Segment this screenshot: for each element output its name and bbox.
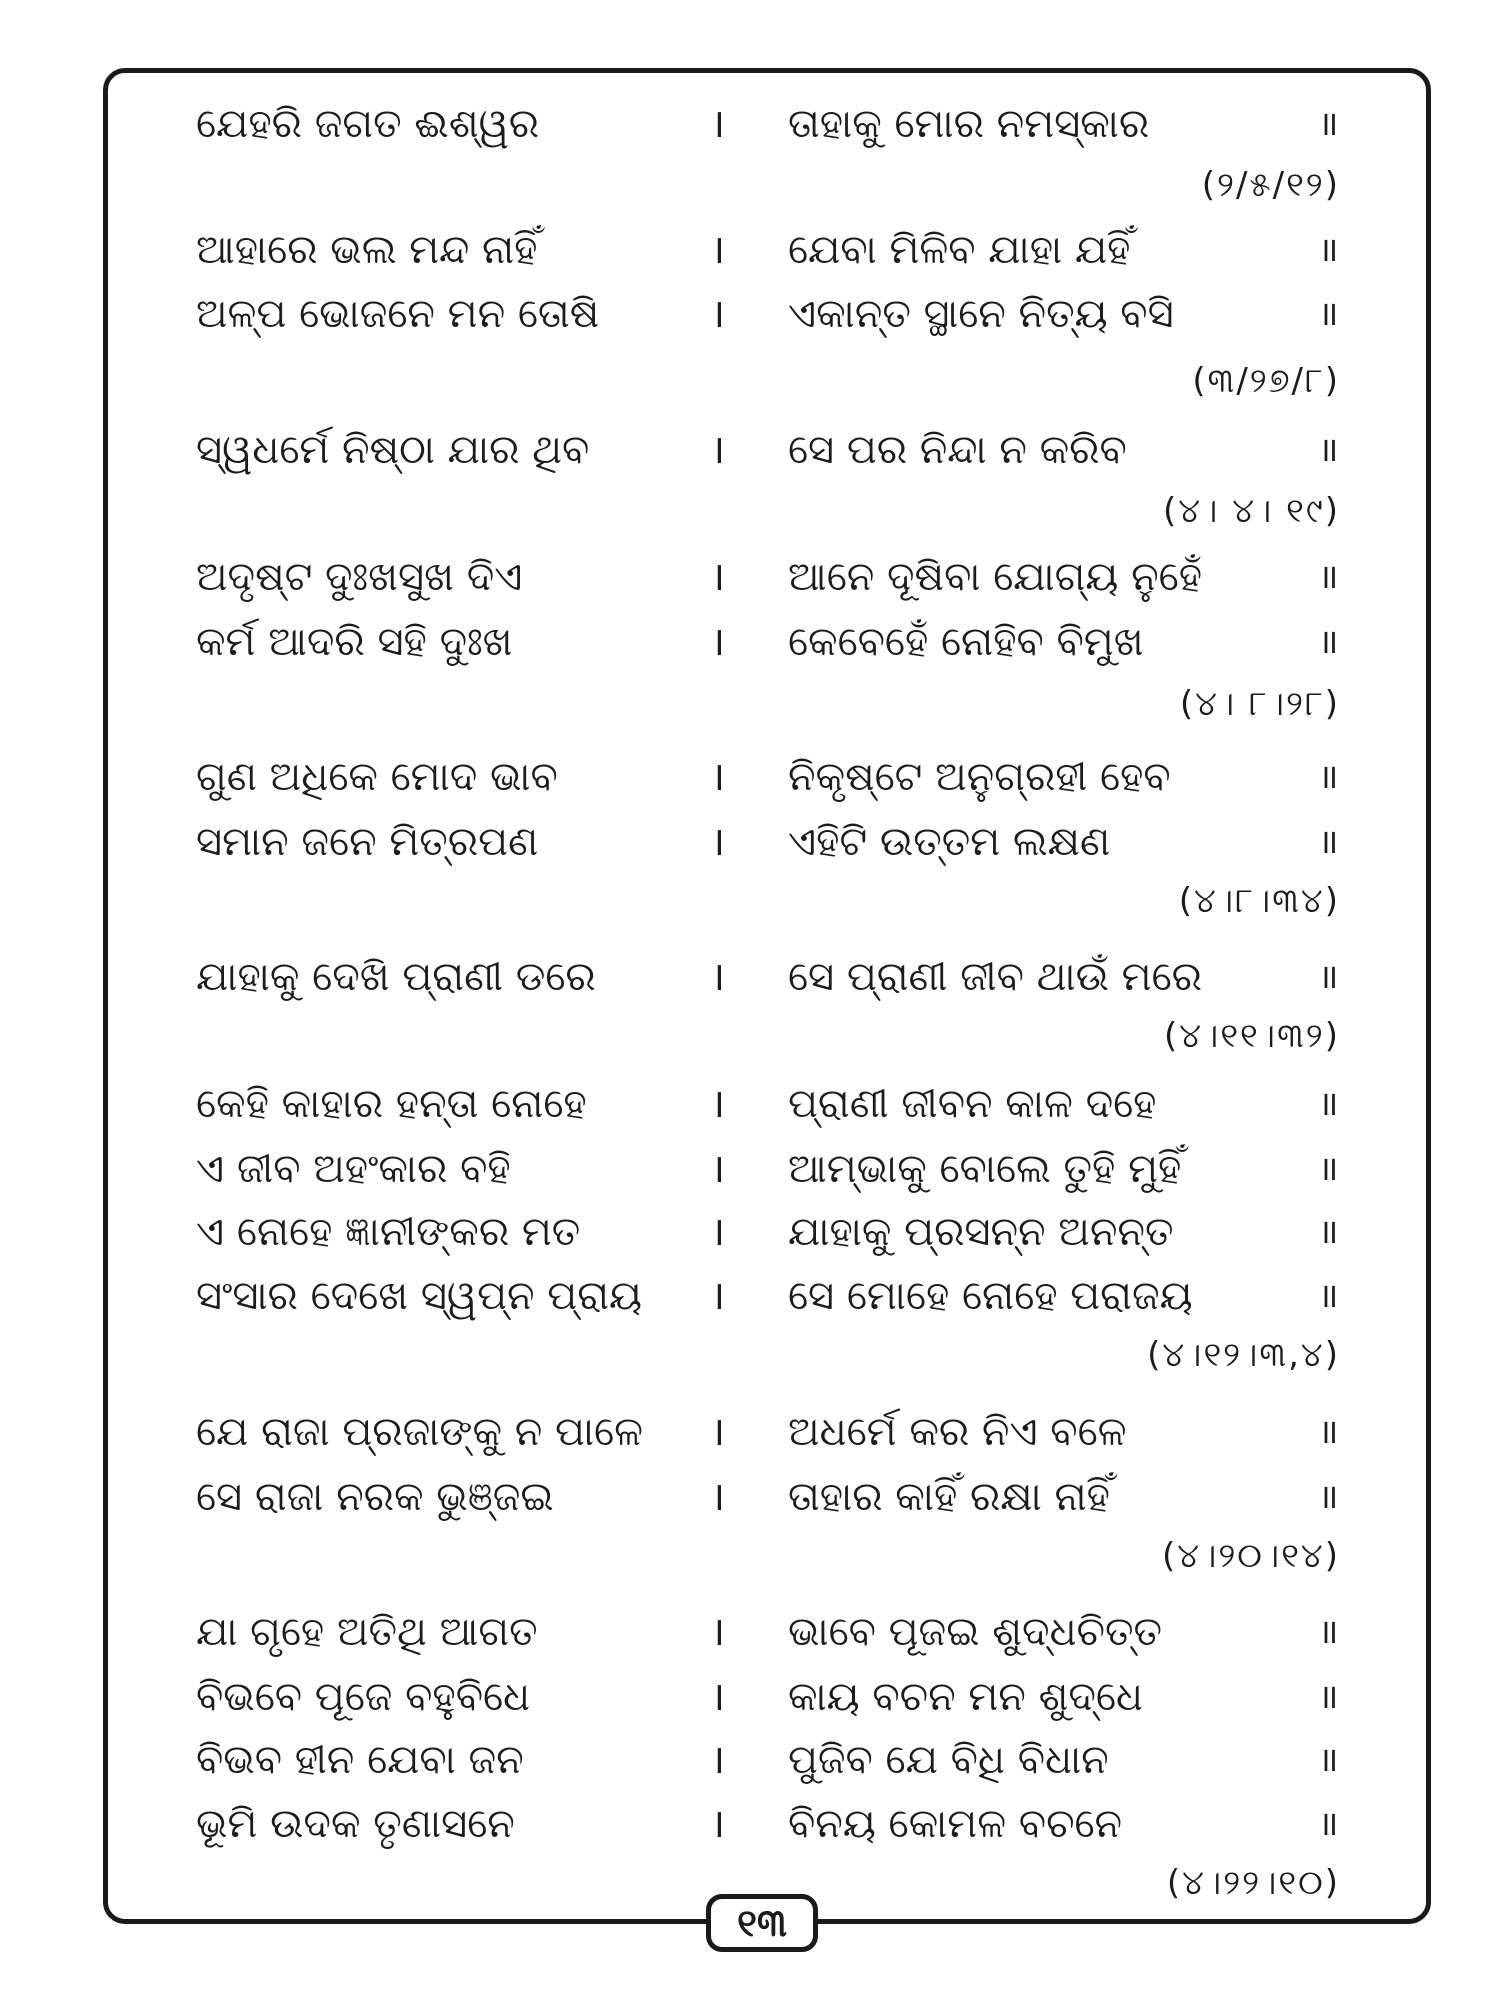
verse-end-mark: ॥: [1318, 104, 1339, 144]
verse-end-mark: ॥: [1318, 230, 1339, 270]
verse-second-half: ଭାବେ ପୂଜଇ ଶୁଦ୍ଧଚିତ୍ତ: [788, 1609, 1163, 1655]
verse-line: [0, 418, 1500, 482]
verse-reference: (୩/୨୭/୮): [1192, 361, 1340, 401]
verse-first-half: ଯା ଗୃହେ ଅତିଥି ଆଗତ: [196, 1609, 538, 1655]
verse-end-mark: ॥: [1318, 1084, 1339, 1124]
verse-first-half: ଏ ନୋହେ ଜ୍ଞାନୀଙ୍କର ମତ: [196, 1209, 581, 1255]
half-separator: ।: [710, 227, 726, 273]
half-separator: ।: [710, 1609, 726, 1655]
verse-end-mark: ॥: [1318, 1740, 1339, 1780]
half-separator: ।: [710, 754, 726, 800]
verse-reference: (୪।୮।୩୪): [1178, 881, 1340, 921]
verse-line: [0, 218, 1500, 282]
half-separator: ।: [710, 1146, 726, 1192]
verse-first-half: ଗୁଣ ଅଧିକେ ମୋଦ ଭାବ: [196, 754, 558, 800]
half-separator: ।: [710, 1474, 726, 1520]
verse-second-half: ତାହାକୁ ମୋର ନମସ୍କାର: [788, 101, 1150, 147]
verse-reference: (୪। ୪। ୧୯): [1163, 491, 1340, 531]
verse-reference: (୨/୫/୧୨): [1201, 165, 1340, 205]
verse-line: [0, 610, 1500, 674]
verse-first-half: କର୍ମ ଆଦରି ସହି ଦୁଃଖ: [196, 619, 513, 665]
verse-line: [0, 1600, 1500, 1664]
verse-second-half: ବିନୟ କୋମଳ ବଚନେ: [788, 1801, 1123, 1847]
verse-first-half: ସେ ରାଜା ନରକ ଭୁଞ୍ଜଇ: [196, 1474, 554, 1520]
half-separator: ।: [710, 1209, 726, 1255]
verse-first-half: ସମାନ ଜନେ ମିତ୍ରପଣ: [196, 819, 539, 865]
verse-second-half: ସେ ପର ନିନ୍ଦା ନ କରିବ: [788, 427, 1127, 473]
verse-end-mark: ॥: [1318, 1677, 1339, 1717]
verse-end-mark: ॥: [1318, 622, 1339, 662]
verse-line: [0, 1728, 1500, 1792]
verse-reference: (୪।୨୦।୧୪): [1162, 1536, 1340, 1576]
half-separator: ।: [710, 1409, 726, 1455]
verse-reference: (୪। ୮।୨୮): [1179, 684, 1340, 724]
verse-end-mark: ॥: [1318, 1612, 1339, 1652]
verse-second-half: ଯେବା ମିଳିବ ଯାହା ଯହିଁ: [788, 227, 1131, 273]
half-separator: ।: [710, 819, 726, 865]
verse-second-half: ସେ ମୋହେ ନୋହେ ପରାଜୟ: [788, 1273, 1193, 1319]
half-separator: ।: [710, 619, 726, 665]
verse-second-half: ଆମ୍ଭାକୁ ବୋଲେ ତୁହି ମୁହିଁ: [788, 1146, 1182, 1192]
verse-end-mark: ॥: [1318, 957, 1339, 997]
half-separator: ।: [710, 427, 726, 473]
verse-second-half: ପ୍ରାଣୀ ଜୀବନ କାଳ ଦହେ: [788, 1081, 1157, 1127]
verse-first-half: ଅଳ୍ପ ଭୋଜନେ ମନ ତୋଷି: [196, 291, 600, 337]
verse-first-half: ଯାହାକୁ ଦେଖି ପ୍ରାଣୀ ଡରେ: [196, 954, 596, 1000]
verse-line: [0, 1465, 1500, 1529]
verse-end-mark: ॥: [1318, 1477, 1339, 1517]
verse-line: [0, 810, 1500, 874]
verse-second-half: ଏହିଟି ଉତ୍ତମ ଲକ୍ଷଣ: [788, 819, 1111, 865]
verse-end-mark: ॥: [1318, 1804, 1339, 1844]
verse-line: [0, 1137, 1500, 1201]
half-separator: ।: [710, 1273, 726, 1319]
verse-end-mark: ॥: [1318, 1412, 1339, 1452]
verse-end-mark: ॥: [1318, 822, 1339, 862]
verse-second-half: ତାହାର କାହିଁ ରକ୍ଷା ନାହିଁ: [788, 1474, 1110, 1520]
verse-second-half: ନିକୃଷ୍ଟେ ଅନୁଗ୍ରହୀ ହେବ: [788, 754, 1171, 800]
verse-first-half: ସଂସାର ଦେଖେ ସ୍ୱପ୍ନ ପ୍ରାୟ: [196, 1273, 643, 1319]
verse-second-half: ଯାହାକୁ ପ୍ରସନ୍ନ ଅନନ୍ତ: [788, 1209, 1174, 1255]
verse-line: [0, 1264, 1500, 1328]
verse-end-mark: ॥: [1318, 757, 1339, 797]
verse-first-half: ସ୍ୱଧର୍ମେ ନିଷ୍ଠା ଯାର ଥିବ: [196, 427, 590, 473]
verse-end-mark: ॥: [1318, 1149, 1339, 1189]
half-separator: ।: [710, 1674, 726, 1720]
half-separator: ।: [710, 101, 726, 147]
verse-second-half: କାୟ ବଚନ ମନ ଶୁଦ୍ଧେ: [788, 1674, 1143, 1720]
verse-second-half: ଆନେ ଦୂଷିବା ଯୋଗ୍ୟ ନୁହେଁ: [788, 554, 1203, 600]
verse-second-half: ଅଧର୍ମେ କର ନିଏ ବଳେ: [788, 1409, 1127, 1455]
verse-line: [0, 945, 1500, 1009]
verse-reference: (୪।୧୨।୩,୪): [1147, 1335, 1340, 1375]
verse-first-half: ବିଭବ ହୀନ ଯେବା ଜନ: [196, 1737, 524, 1783]
verse-line: [0, 1400, 1500, 1464]
verse-end-mark: ॥: [1318, 430, 1339, 470]
verse-first-half: ଆହାରେ ଭଲ ମନ୍ଦ ନାହିଁ: [196, 227, 538, 273]
verse-end-mark: ॥: [1318, 1276, 1339, 1316]
verse-line: [0, 92, 1500, 156]
half-separator: ।: [710, 554, 726, 600]
verse-first-half: ଯେ ରାଜା ପ୍ରଜାଙ୍କୁ ନ ପାଳେ: [196, 1409, 643, 1455]
verse-first-half: କେହି କାହାର ହନ୍ତା ନୋହେ: [196, 1081, 587, 1127]
verse-reference: (୪।୧୧।୩୨): [1163, 1016, 1340, 1056]
half-separator: ।: [710, 1801, 726, 1847]
verse-second-half: ଏକାନ୍ତ ସ୍ଥାନେ ନିତ୍ୟ ବସି: [788, 291, 1174, 337]
verse-end-mark: ॥: [1318, 1212, 1339, 1252]
verse-line: [0, 745, 1500, 809]
verse-line: [0, 1072, 1500, 1136]
half-separator: ।: [710, 1081, 726, 1127]
verse-second-half: ପୁଜିବ ଯେ ବିଧି ବିଧାନ: [788, 1737, 1109, 1783]
page-number: ୧୩: [706, 1894, 818, 1952]
verse-second-half: କେବେହେଁ ନୋହିବ ବିମୁଖ: [788, 619, 1144, 665]
verse-line: [0, 545, 1500, 609]
verse-end-mark: ॥: [1318, 294, 1339, 334]
half-separator: ।: [710, 291, 726, 337]
half-separator: ।: [710, 954, 726, 1000]
verse-first-half: ଏ ଜୀବ ଅହଂକାର ବହି: [196, 1146, 511, 1192]
half-separator: ।: [710, 1737, 726, 1783]
verse-end-mark: ॥: [1318, 557, 1339, 597]
verse-line: [0, 1665, 1500, 1729]
verse-line: [0, 1792, 1500, 1856]
verse-first-half: ଯେହରି ଜଗତ ଈଶ୍ୱର: [196, 101, 540, 147]
verse-second-half: ସେ ପ୍ରାଣୀ ଜୀବ ଥାଉଁ ମରେ: [788, 954, 1202, 1000]
verse-first-half: ଅଦୃଷ୍ଟ ଦୁଃଖସୁଖ ଦିଏ: [196, 554, 523, 600]
verse-first-half: ବିଭବେ ପୂଜେ ବହୁବିଧେ: [196, 1674, 531, 1720]
verse-reference: (୪।୨୨।୧୦): [1166, 1863, 1340, 1903]
verse-line: [0, 1200, 1500, 1264]
verse-line: [0, 282, 1500, 346]
verse-first-half: ଭୂମି ଉଦକ ତୃଣାସନେ: [196, 1801, 515, 1847]
